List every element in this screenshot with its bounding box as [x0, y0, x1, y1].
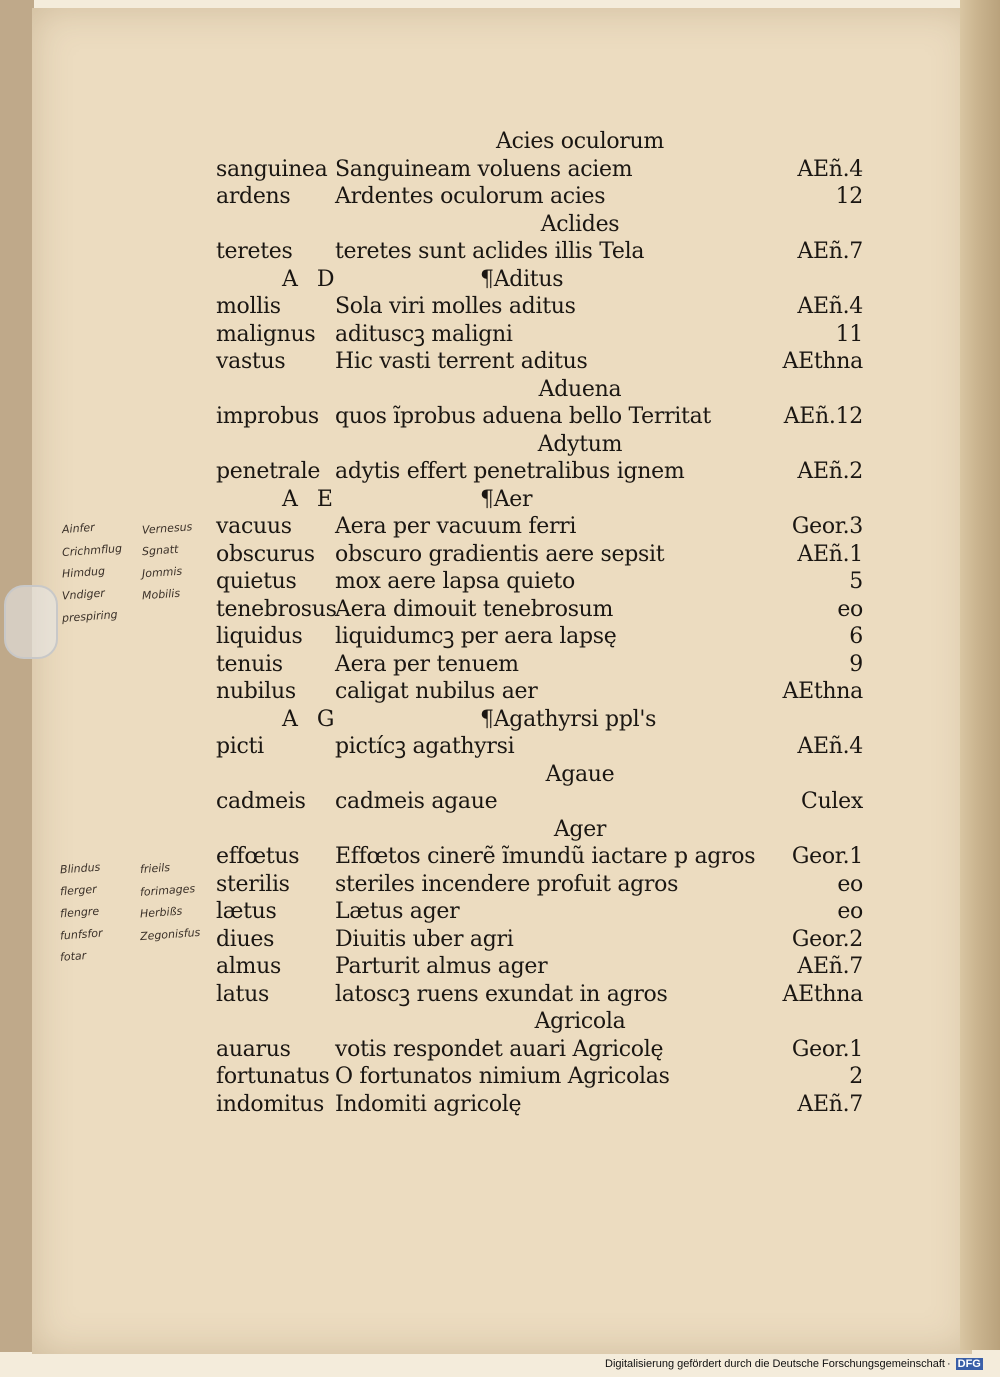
headword: sterilis: [216, 871, 290, 897]
reference: 12: [835, 184, 863, 209]
headword: picti: [216, 734, 264, 759]
reference: 9: [849, 651, 863, 677]
lemma-heading: [0, 376, 1000, 403]
headword: quietus: [216, 569, 297, 594]
section-heading: [0, 706, 1000, 733]
handwritten-note: Ainfer: [61, 520, 96, 537]
quotation: cadmeis agaue: [335, 789, 498, 814]
handwritten-note: Vernesus: [141, 520, 193, 537]
lemma-text: Agaue: [545, 761, 615, 787]
quotation: Aera dimouit tenebrosum: [335, 596, 614, 622]
section-letters: A G: [282, 706, 341, 732]
headword: malignus: [216, 321, 316, 347]
handwritten-note: Zegonisfus: [139, 925, 201, 944]
index-row: [0, 1036, 1000, 1063]
quotation: Lætus ager: [335, 899, 460, 924]
headword: penetrale: [216, 459, 321, 484]
index-row: [0, 238, 1000, 265]
reference: 2: [849, 1064, 863, 1089]
section-heading: [0, 486, 1000, 513]
quotation: steriles incendere profuit agros: [335, 871, 679, 897]
section-letters: A D: [282, 266, 341, 292]
headword: cadmeis: [216, 789, 306, 814]
quotation: Indomiti agricolę: [335, 1091, 522, 1117]
index-row: [0, 458, 1000, 485]
lemma-heading: [0, 816, 1000, 843]
index-row: [0, 623, 1000, 650]
index-row: [0, 321, 1000, 348]
section-letters: A E: [282, 486, 339, 512]
handwritten-note: flerger: [59, 882, 98, 899]
headword: nubilus: [216, 679, 296, 704]
lemma-text: Ager: [553, 816, 607, 842]
lemma-text: Aduena: [538, 376, 622, 402]
lemma-text: Acies oculorum: [496, 129, 664, 154]
handwritten-note: Sgnatt: [141, 542, 179, 559]
index-row: [0, 403, 1000, 430]
index-row: [0, 678, 1000, 705]
headword: mollis: [216, 294, 281, 319]
reference: AEñ.2: [797, 459, 863, 484]
headword: vastus: [216, 349, 286, 374]
reference: Geor.2: [791, 926, 863, 952]
index-row: [0, 156, 1000, 183]
headword: tenuis: [216, 651, 283, 677]
quotation: O fortunatos nimium Agricolas: [335, 1064, 670, 1089]
headword: vacuus: [216, 514, 292, 539]
headword: diues: [216, 926, 275, 952]
lemma-text: Adytum: [537, 431, 623, 457]
quotation: adituscꝫ maligni: [335, 321, 513, 347]
reference: Geor.1: [791, 844, 863, 869]
handwritten-note: funfsfor: [59, 926, 103, 943]
index-row: [0, 981, 1000, 1008]
handwritten-note: frieils: [139, 860, 171, 877]
handwritten-note: Mobilis: [141, 586, 181, 603]
reference: AEñ.7: [797, 954, 863, 979]
headword: ardens: [216, 184, 291, 209]
index-row: [0, 348, 1000, 375]
handwritten-note: fotar: [59, 949, 87, 964]
headword: fortunatus: [216, 1064, 330, 1089]
index-row: [0, 953, 1000, 980]
headword: indomitus: [216, 1091, 325, 1117]
headword: sanguinea: [216, 156, 328, 182]
reference: AEthna: [782, 679, 863, 704]
quotation: teretes sunt aclides illis Tela: [335, 239, 645, 264]
quotation: votis respondet auari Agricolę: [335, 1036, 664, 1062]
section-lemma: ¶Aer: [480, 486, 533, 512]
lemma-heading: [0, 431, 1000, 458]
reference: 5: [849, 569, 863, 594]
headword: obscurus: [216, 541, 315, 567]
reference: eo: [837, 899, 863, 924]
handwritten-note: Vndiger: [61, 586, 106, 603]
reference: eo: [837, 871, 863, 897]
headword: almus: [216, 954, 281, 979]
quotation: Sanguineam voluens aciem: [335, 156, 633, 182]
reference: Geor.1: [791, 1036, 863, 1062]
lemma-heading: [0, 761, 1000, 788]
headword: teretes: [216, 239, 293, 264]
quotation: Hic vasti terrent aditus: [335, 349, 588, 374]
reference: Culex: [801, 789, 863, 814]
digitization-credit: Digitalisierung gefördert durch die Deutsche Forschungsgemeinschaft · DFG: [605, 1358, 981, 1370]
reference: AEñ.12: [783, 404, 863, 429]
index-row: [0, 651, 1000, 678]
handwritten-note: flengre: [59, 904, 100, 921]
quotation: caligat nubilus aer: [335, 679, 538, 704]
dfg-logo: DFG: [957, 1358, 981, 1370]
reference: AEñ.7: [797, 1091, 863, 1117]
handwritten-note: prespiring: [61, 608, 118, 625]
reference: AEñ.1: [797, 541, 863, 567]
index-row: [0, 1091, 1000, 1118]
quotation: Parturit almus ager: [335, 954, 548, 979]
headword: liquidus: [216, 624, 303, 649]
handwritten-note: Blindus: [59, 860, 101, 877]
reference: AEthna: [782, 349, 863, 374]
credit-text: Digitalisierung gefördert durch die Deutsche Forschungsgemeinschaft: [605, 1358, 945, 1370]
index-row: [0, 1063, 1000, 1090]
section-lemma: ¶Agathyrsi ppl's: [480, 706, 657, 732]
handwritten-note: Himdug: [61, 564, 106, 581]
quotation: Ardentes oculorum acies: [335, 184, 606, 209]
reference: 11: [835, 321, 863, 347]
quotation: Aera per tenuem: [335, 651, 519, 677]
section-heading: [0, 266, 1000, 293]
reference: AEñ.4: [797, 294, 863, 319]
quotation: liquidumcꝫ per aera lapsę: [335, 624, 617, 649]
quotation: obscuro gradientis aere sepsit: [335, 541, 665, 567]
lemma-text: Agricola: [534, 1009, 626, 1034]
handwritten-note: Herbißs: [139, 904, 183, 921]
headword: lætus: [216, 899, 277, 924]
quotation: Effœtos cinerẽ ĩmundũ iactare p agros: [335, 844, 756, 869]
reference: AEthna: [782, 981, 863, 1007]
quotation: mox aere lapsa quieto: [335, 569, 575, 594]
lemma-heading: [0, 211, 1000, 238]
quotation: Aera per vacuum ferri: [335, 514, 577, 539]
quotation: adytis effert penetralibus ignem: [335, 459, 685, 484]
quotation: latoscꝫ ruens exundat in agros: [335, 981, 668, 1007]
handwritten-note: forimages: [139, 882, 196, 899]
handwritten-note: Jommis: [141, 564, 183, 581]
quotation: Sola viri molles aditus: [335, 294, 576, 319]
reference: eo: [837, 596, 863, 622]
section-lemma: ¶Aditus: [480, 266, 564, 292]
quotation: quos ĩprobus aduena bello Territat: [335, 404, 711, 429]
index-row: [0, 293, 1000, 320]
index-row: [0, 788, 1000, 815]
headword: effœtus: [216, 844, 300, 869]
lemma-heading: [0, 128, 1000, 155]
lemma-heading: [0, 1008, 1000, 1035]
reference: AEñ.4: [797, 734, 863, 759]
quotation: Diuitis uber agri: [335, 926, 514, 952]
index-row: [0, 183, 1000, 210]
index-row: [0, 733, 1000, 760]
reference: AEñ.4: [797, 156, 863, 182]
handwritten-note: Crichmflug: [61, 541, 123, 560]
headword: tenebrosus: [216, 596, 337, 622]
reference: 6: [849, 624, 863, 649]
reference: AEñ.7: [797, 239, 863, 264]
headword: auarus: [216, 1036, 291, 1062]
headword: improbus: [216, 404, 319, 429]
reference: Geor.3: [791, 514, 863, 539]
quotation: pictícꝫ agathyrsi: [335, 734, 515, 759]
lemma-text: Aclides: [540, 211, 620, 237]
headword: latus: [216, 981, 269, 1007]
